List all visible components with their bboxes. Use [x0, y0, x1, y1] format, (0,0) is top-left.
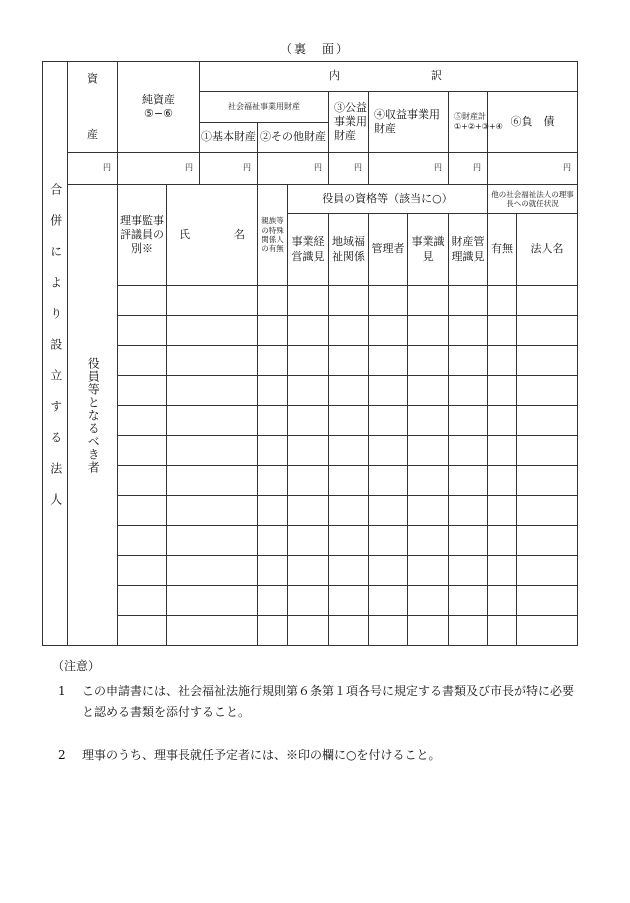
officer-entry-cell[interactable]: [118, 466, 167, 496]
officer-entry-cell[interactable]: [369, 466, 408, 496]
officer-entry-cell[interactable]: [258, 586, 288, 616]
officer-entry-cell[interactable]: [449, 346, 488, 376]
officer-entry-cell[interactable]: [288, 316, 329, 346]
officer-entry-cell[interactable]: [369, 406, 408, 436]
officer-entry-cell[interactable]: [329, 466, 369, 496]
officer-entry-cell[interactable]: [449, 406, 488, 436]
social-welfare-property-header: 社会福祉事業用財産: [200, 92, 329, 123]
officer-entry-cell[interactable]: [329, 316, 369, 346]
officer-entry-cell[interactable]: [488, 286, 517, 316]
officer-entry-cell[interactable]: [118, 346, 167, 376]
officer-entry-cell[interactable]: [517, 376, 578, 406]
officer-entry-cell[interactable]: [488, 586, 517, 616]
basic-property-header: ①基本財産: [200, 123, 258, 153]
qualifications-header: 役員の資格等（該当に○）: [288, 185, 488, 214]
note-number: 1: [58, 684, 66, 698]
officer-entry-cell[interactable]: [258, 346, 288, 376]
officer-row: [43, 496, 578, 526]
officer-entry-cell[interactable]: [408, 556, 449, 586]
officer-entry-cell[interactable]: [288, 586, 329, 616]
officer-entry-cell[interactable]: [258, 496, 288, 526]
officer-entry-cell[interactable]: [258, 316, 288, 346]
application-form-table: [42, 61, 578, 646]
officer-entry-cell[interactable]: [488, 466, 517, 496]
page-title: （裏 面）: [279, 42, 350, 56]
officer-entry-cell[interactable]: [517, 316, 578, 346]
officer-entry-cell[interactable]: [408, 496, 449, 526]
officer-entry-cell[interactable]: [167, 556, 258, 586]
officer-entry-cell[interactable]: [288, 406, 329, 436]
officer-entry-cell[interactable]: [488, 316, 517, 346]
qual-manager-header: 管理者: [369, 214, 408, 286]
officer-entry-cell[interactable]: [369, 436, 408, 466]
officer-entry-cell[interactable]: [449, 376, 488, 406]
yen-unit: 円: [200, 153, 258, 185]
officer-row: [43, 406, 578, 436]
officer-entry-cell[interactable]: [517, 406, 578, 436]
officer-entry-cell[interactable]: [369, 496, 408, 526]
officer-entry-cell[interactable]: [118, 406, 167, 436]
officer-entry-cell[interactable]: [167, 346, 258, 376]
officer-entry-cell[interactable]: [167, 436, 258, 466]
officer-entry-cell[interactable]: [258, 556, 288, 586]
liabilities-header: ⑥負 債: [488, 92, 578, 153]
officer-entry-cell[interactable]: [329, 286, 369, 316]
officer-entry-cell[interactable]: [408, 586, 449, 616]
officer-entry-cell[interactable]: [517, 556, 578, 586]
officer-entry-cell[interactable]: [118, 586, 167, 616]
officer-entry-cell[interactable]: [449, 556, 488, 586]
merged-corporation-label: 合併により設立する法人: [43, 62, 68, 646]
officer-entry-cell[interactable]: [449, 316, 488, 346]
officer-row: [43, 346, 578, 376]
yen-unit: 円: [488, 153, 578, 185]
officer-entry-cell[interactable]: [488, 436, 517, 466]
officer-entry-cell[interactable]: [369, 586, 408, 616]
other-property-header: ②その他財産: [258, 123, 329, 153]
officer-entry-cell[interactable]: [488, 526, 517, 556]
officer-entry-cell[interactable]: [449, 286, 488, 316]
officer-entry-cell[interactable]: [167, 406, 258, 436]
officer-entry-cell[interactable]: [408, 466, 449, 496]
yen-unit: 円: [449, 153, 488, 185]
officer-row: [43, 586, 578, 616]
officer-entry-cell[interactable]: [329, 526, 369, 556]
officer-entry-cell[interactable]: [449, 526, 488, 556]
relatives-header: 親族等の特殊関係人の有無: [258, 185, 288, 286]
officer-entry-cell[interactable]: [517, 436, 578, 466]
officer-entry-cell[interactable]: [408, 376, 449, 406]
officer-entry-cell[interactable]: [288, 346, 329, 376]
officer-entry-cell[interactable]: [118, 436, 167, 466]
qual-property-management-header: 財産管理識見: [449, 214, 488, 286]
officer-row: [43, 556, 578, 586]
officer-entry-cell[interactable]: [288, 436, 329, 466]
officer-entry-cell[interactable]: [449, 586, 488, 616]
note-item: [52, 681, 582, 723]
officer-entry-cell[interactable]: [408, 526, 449, 556]
officer-entry-cell[interactable]: [369, 286, 408, 316]
officer-entry-cell[interactable]: [167, 526, 258, 556]
officer-entry-cell[interactable]: [288, 526, 329, 556]
officer-entry-cell[interactable]: [488, 376, 517, 406]
qual-business-management-header: 事業経営識見: [288, 214, 329, 286]
officer-entry-cell[interactable]: [329, 586, 369, 616]
officer-entry-cell[interactable]: [329, 346, 369, 376]
officer-entry-cell[interactable]: [369, 376, 408, 406]
yen-unit: 円: [258, 153, 329, 185]
note-item: [52, 745, 582, 766]
officer-entry-cell[interactable]: [517, 466, 578, 496]
officer-entry-cell[interactable]: [488, 406, 517, 436]
officer-entry-cell[interactable]: [167, 316, 258, 346]
officer-entry-cell[interactable]: [258, 406, 288, 436]
notes-heading: （注意）: [52, 659, 101, 673]
officer-entry-cell[interactable]: [167, 586, 258, 616]
officer-entry-cell[interactable]: [167, 496, 258, 526]
officer-entry-cell[interactable]: [517, 586, 578, 616]
officer-entry-cell[interactable]: [517, 616, 578, 646]
officer-entry-cell[interactable]: [288, 496, 329, 526]
officer-entry-cell[interactable]: [517, 346, 578, 376]
officer-entry-cell[interactable]: [369, 556, 408, 586]
other-corp-header: 他の社会福祉法人の理事長への就任状況: [488, 185, 578, 214]
breakdown-header: 内 訳: [200, 62, 578, 92]
officer-entry-cell[interactable]: [118, 286, 167, 316]
yen-unit: 円: [369, 153, 449, 185]
officer-entry-cell[interactable]: [329, 496, 369, 526]
officer-entry-cell[interactable]: [329, 616, 369, 646]
officer-entry-cell[interactable]: [258, 436, 288, 466]
officer-entry-cell[interactable]: [408, 436, 449, 466]
officer-entry-cell[interactable]: [369, 346, 408, 376]
officer-entry-cell[interactable]: [517, 286, 578, 316]
officer-entry-cell[interactable]: [288, 556, 329, 586]
officer-entry-cell[interactable]: [329, 556, 369, 586]
officer-entry-cell[interactable]: [118, 316, 167, 346]
officer-entry-cell[interactable]: [449, 616, 488, 646]
officer-entry-cell[interactable]: [288, 616, 329, 646]
note-text: この申請書には、社会福祉法施行規則第６条第１項各号に規定する書類及び市長が特に必要と認める書類を添付すること。: [82, 684, 575, 719]
notes-section: [52, 656, 582, 766]
officer-entry-cell[interactable]: [408, 406, 449, 436]
officer-entry-cell[interactable]: [488, 556, 517, 586]
yen-unit: 円: [68, 153, 118, 185]
officer-entry-cell[interactable]: [449, 496, 488, 526]
officer-entry-cell[interactable]: [258, 526, 288, 556]
officer-entry-cell[interactable]: [118, 526, 167, 556]
other-corp-name-header: 法人名: [517, 214, 578, 286]
officer-entry-cell[interactable]: [488, 346, 517, 376]
revenue-property-header: ④収益事業用財産: [369, 92, 449, 153]
net-assets-header: 純資産 ⑤−⑥: [118, 62, 200, 153]
officers-section-label: 役員等となるべき者: [68, 185, 118, 646]
officer-entry-cell[interactable]: [288, 466, 329, 496]
note-number: 2: [58, 748, 66, 762]
qual-business-insight-header: 事業識見: [408, 214, 449, 286]
officer-entry-cell[interactable]: [118, 616, 167, 646]
officer-entry-cell[interactable]: [167, 376, 258, 406]
officer-entry-cell[interactable]: [118, 496, 167, 526]
officer-entry-cell[interactable]: [408, 316, 449, 346]
role-header: 理事監事評議員の別※: [118, 185, 167, 286]
assets-label: 資 産: [68, 62, 118, 153]
officer-entry-cell[interactable]: [488, 496, 517, 526]
yen-unit: 円: [118, 153, 200, 185]
officer-entry-cell[interactable]: [488, 616, 517, 646]
officer-entry-cell[interactable]: [258, 376, 288, 406]
note-text: 理事のうち、理事長就任予定者には、※印の欄に○を付けること。: [82, 748, 441, 762]
total-property-header: ⑤財産計 ①+②+③+④: [449, 92, 488, 153]
officer-entry-cell[interactable]: [329, 406, 369, 436]
public-property-header: ③公益事業用財産: [329, 92, 369, 153]
officer-entry-cell[interactable]: [329, 376, 369, 406]
officer-entry-cell[interactable]: [369, 316, 408, 346]
officer-entry-cell[interactable]: [517, 526, 578, 556]
officer-entry-cell[interactable]: [408, 346, 449, 376]
officer-entry-cell[interactable]: [118, 376, 167, 406]
officer-entry-cell[interactable]: [167, 466, 258, 496]
officer-entry-cell[interactable]: [167, 286, 258, 316]
officer-row: [43, 286, 578, 316]
officer-entry-cell[interactable]: [288, 376, 329, 406]
officer-entry-cell[interactable]: [449, 436, 488, 466]
officer-entry-cell[interactable]: [258, 286, 288, 316]
officer-row: [43, 376, 578, 406]
officer-row: [43, 526, 578, 556]
officer-row: [43, 436, 578, 466]
officer-row: [43, 316, 578, 346]
officer-entry-cell[interactable]: [288, 286, 329, 316]
officer-entry-cell[interactable]: [258, 616, 288, 646]
officer-entry-cell[interactable]: [118, 556, 167, 586]
officer-entry-cell[interactable]: [408, 616, 449, 646]
yen-unit: 円: [329, 153, 369, 185]
officer-row: [43, 616, 578, 646]
other-yesno-header: 有無: [488, 214, 517, 286]
officer-entry-cell[interactable]: [329, 436, 369, 466]
officer-entry-cell[interactable]: [517, 496, 578, 526]
officer-entry-cell[interactable]: [167, 616, 258, 646]
officer-entry-cell[interactable]: [258, 466, 288, 496]
officer-entry-cell[interactable]: [449, 466, 488, 496]
qual-regional-welfare-header: 地域福祉関係: [329, 214, 369, 286]
officer-entry-cell[interactable]: [369, 616, 408, 646]
name-header: 氏 名: [167, 185, 258, 286]
officer-entry-cell[interactable]: [408, 286, 449, 316]
officer-row: [43, 466, 578, 496]
officer-entry-cell[interactable]: [369, 526, 408, 556]
